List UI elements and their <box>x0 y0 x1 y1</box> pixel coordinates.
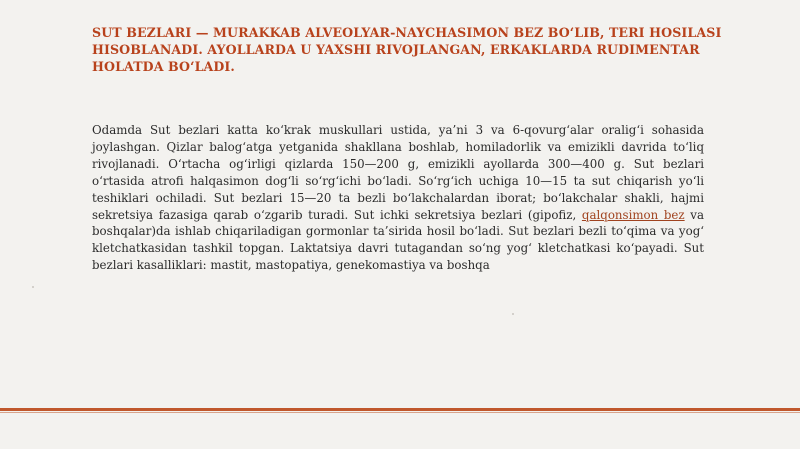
decorative-dot <box>32 286 34 288</box>
accent-rule <box>0 408 800 411</box>
slide-body-text <box>92 122 704 274</box>
qalqonsimon-bez-link[interactable]: qalqonsimon bez <box>581 207 685 222</box>
body-text-part-2: va boshqalar)da ishlab chiqariladigan gormonlar ta’sirida hosil bo‘ladi. Sut bezlari bezli to‘qima va yog‘ kletchatkasidan tashkil topgan. Laktatsiya davri tutagandan so‘ng yog‘ kletchatkasi ko‘payadi. Sut bezlari kasalliklari: mastit, mastopatiya, genekomastiya va boshqa <box>92 207 704 273</box>
slide-title: SUT BEZLARI — MURAKKAB ALVEOLYAR-NAYCHASIMON BEZ BO‘LIB, TERI HOSILASI HISOBLANADI. AYOLLARDA U YAXSHI RIVOJLANGAN, ERKAKLARDA RUDIMENTAR HOLATDA BO‘LADI. <box>92 25 722 74</box>
body-text-part-1: Odamda Sut bezlari katta ko‘krak muskullari ustida, ya’ni 3 va 6-qovurg‘alar oralig‘i sohasida joylashgan. Qizlar balog‘atga yetganida shakllana boshlab, homiladorlik va emizikli davrida to‘liq rivojlanadi. O‘rtacha og‘irligi qizlarda 150—200 g, emizikli ayollarda 300—400 g. Sut bezlari o‘rtasida atrofi halqasimon dog‘li so‘rg‘ichi bo‘ladi. So‘rg‘ich uchiga 10—15 ta sut chiqarish yo‘li teshiklari ochiladi. Sut bezlari 15—20 ta bezli bo‘lakchalardan iborat; bo‘lakchalar shakli, hajmi sekretsiya fazasiga qarab o‘zgarib turadi. Sut ichki sekretsiya bezlari (gipofiz, <box>92 123 704 222</box>
accent-rule-thin <box>0 412 800 413</box>
decorative-dot <box>512 313 514 315</box>
